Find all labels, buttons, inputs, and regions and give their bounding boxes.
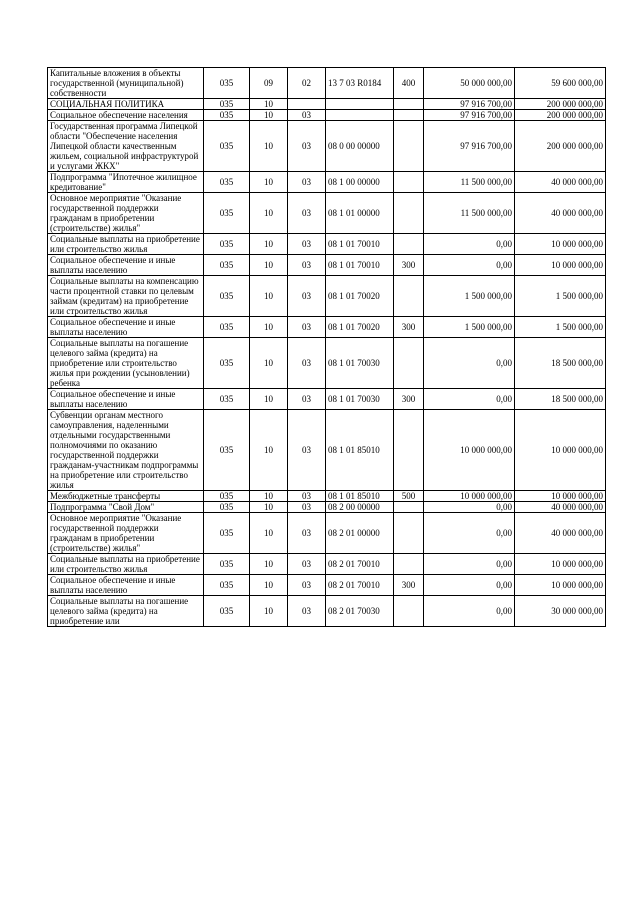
ministry-code-cell: 035 <box>204 276 250 317</box>
section-code-cell: 10 <box>250 193 288 234</box>
subsection-code-cell: 03 <box>288 255 326 276</box>
target-article-cell: 08 0 00 00000 <box>326 121 394 172</box>
amount-year-2-cell: 200 000 000,00 <box>515 99 606 110</box>
expense-type-cell: 300 <box>394 389 424 410</box>
table-row <box>48 502 606 513</box>
amount-year-2-cell: 10 000 000,00 <box>515 255 606 276</box>
section-code-cell: 10 <box>250 276 288 317</box>
amount-year-2-cell: 40 000 000,00 <box>515 502 606 513</box>
target-article-cell: 08 1 01 70010 <box>326 255 394 276</box>
amount-year-2-cell: 10 000 000,00 <box>515 575 606 596</box>
item-name-cell: Подпрограмма "Свой Дом" <box>48 502 204 513</box>
amount-year-1-cell: 0,00 <box>424 234 515 255</box>
expense-type-cell <box>394 234 424 255</box>
ministry-code-cell: 035 <box>204 121 250 172</box>
budget-table-body <box>48 68 606 627</box>
target-article-cell: 08 1 01 70030 <box>326 338 394 389</box>
amount-year-1-cell: 97 916 700,00 <box>424 110 515 121</box>
amount-year-1-cell: 11 500 000,00 <box>424 193 515 234</box>
section-code-cell: 10 <box>250 410 288 491</box>
expense-type-cell: 400 <box>394 68 424 99</box>
item-name-cell: Основное мероприятие "Оказание государственной поддержки гражданам в приобретении (строительстве) жилья" <box>48 513 204 554</box>
item-name-cell: Основное мероприятие "Оказание государственной поддержки гражданам в приобретении (строительстве) жилья" <box>48 193 204 234</box>
ministry-code-cell: 035 <box>204 234 250 255</box>
ministry-code-cell: 035 <box>204 596 250 627</box>
ministry-code-cell: 035 <box>204 255 250 276</box>
subsection-code-cell <box>288 99 326 110</box>
ministry-code-cell: 035 <box>204 193 250 234</box>
subsection-code-cell: 03 <box>288 338 326 389</box>
section-code-cell: 10 <box>250 554 288 575</box>
amount-year-2-cell: 59 600 000,00 <box>515 68 606 99</box>
amount-year-1-cell: 50 000 000,00 <box>424 68 515 99</box>
amount-year-1-cell: 0,00 <box>424 554 515 575</box>
ministry-code-cell: 035 <box>204 338 250 389</box>
amount-year-2-cell: 1 500 000,00 <box>515 317 606 338</box>
target-article-cell: 08 1 01 70020 <box>326 317 394 338</box>
amount-year-2-cell: 200 000 000,00 <box>515 110 606 121</box>
subsection-code-cell: 02 <box>288 68 326 99</box>
section-code-cell: 10 <box>250 121 288 172</box>
item-name-cell: СОЦИАЛЬНАЯ ПОЛИТИКА <box>48 99 204 110</box>
target-article-cell: 13 7 03 R0184 <box>326 68 394 99</box>
amount-year-1-cell: 0,00 <box>424 502 515 513</box>
amount-year-1-cell: 0,00 <box>424 575 515 596</box>
expense-type-cell <box>394 172 424 193</box>
subsection-code-cell: 03 <box>288 121 326 172</box>
table-row <box>48 193 606 234</box>
subsection-code-cell: 03 <box>288 491 326 502</box>
section-code-cell: 10 <box>250 389 288 410</box>
amount-year-2-cell: 30 000 000,00 <box>515 596 606 627</box>
amount-year-2-cell: 40 000 000,00 <box>515 513 606 554</box>
subsection-code-cell: 03 <box>288 554 326 575</box>
expense-type-cell <box>394 502 424 513</box>
section-code-cell: 10 <box>250 575 288 596</box>
target-article-cell: 08 1 01 85010 <box>326 491 394 502</box>
amount-year-1-cell: 97 916 700,00 <box>424 99 515 110</box>
table-row <box>48 575 606 596</box>
amount-year-2-cell: 18 500 000,00 <box>515 389 606 410</box>
target-article-cell: 08 1 01 70030 <box>326 389 394 410</box>
expense-type-cell: 500 <box>394 491 424 502</box>
ministry-code-cell: 035 <box>204 99 250 110</box>
amount-year-2-cell: 200 000 000,00 <box>515 121 606 172</box>
table-row <box>48 172 606 193</box>
ministry-code-cell: 035 <box>204 68 250 99</box>
item-name-cell: Капитальные вложения в объекты государственной (муниципальной) собственности <box>48 68 204 99</box>
table-row <box>48 317 606 338</box>
item-name-cell: Социальные выплаты на погашение целевого займа (кредита) на приобретение или строительство жилья при рождении (усыновлении) ребенка <box>48 338 204 389</box>
expense-type-cell <box>394 338 424 389</box>
table-row <box>48 276 606 317</box>
amount-year-1-cell: 97 916 700,00 <box>424 121 515 172</box>
amount-year-2-cell: 1 500 000,00 <box>515 276 606 317</box>
item-name-cell: Социальные выплаты на компенсацию части процентной ставки по целевым займам (кредитам) на приобретение или строительство жилья <box>48 276 204 317</box>
amount-year-1-cell: 0,00 <box>424 338 515 389</box>
table-row <box>48 389 606 410</box>
target-article-cell <box>326 99 394 110</box>
table-row <box>48 255 606 276</box>
subsection-code-cell: 03 <box>288 193 326 234</box>
subsection-code-cell: 03 <box>288 389 326 410</box>
target-article-cell: 08 2 01 00000 <box>326 513 394 554</box>
amount-year-2-cell: 10 000 000,00 <box>515 554 606 575</box>
subsection-code-cell: 03 <box>288 172 326 193</box>
amount-year-2-cell: 40 000 000,00 <box>515 172 606 193</box>
expense-type-cell: 300 <box>394 317 424 338</box>
section-code-cell: 10 <box>250 502 288 513</box>
item-name-cell: Социальное обеспечение и иные выплаты населению <box>48 317 204 338</box>
item-name-cell: Социальные выплаты на приобретение или строительство жилья <box>48 554 204 575</box>
target-article-cell <box>326 110 394 121</box>
ministry-code-cell: 035 <box>204 172 250 193</box>
expense-type-cell <box>394 276 424 317</box>
section-code-cell: 10 <box>250 491 288 502</box>
ministry-code-cell: 035 <box>204 513 250 554</box>
section-code-cell: 10 <box>250 234 288 255</box>
section-code-cell: 10 <box>250 317 288 338</box>
subsection-code-cell: 03 <box>288 502 326 513</box>
item-name-cell: Социальное обеспечение и иные выплаты населению <box>48 575 204 596</box>
table-row <box>48 121 606 172</box>
table-row <box>48 338 606 389</box>
expense-type-cell: 300 <box>394 255 424 276</box>
subsection-code-cell: 03 <box>288 513 326 554</box>
section-code-cell: 10 <box>250 110 288 121</box>
subsection-code-cell: 03 <box>288 596 326 627</box>
target-article-cell: 08 2 01 70030 <box>326 596 394 627</box>
item-name-cell: Социальные выплаты на приобретение или строительство жилья <box>48 234 204 255</box>
amount-year-1-cell: 10 000 000,00 <box>424 491 515 502</box>
subsection-code-cell: 03 <box>288 410 326 491</box>
amount-year-1-cell: 11 500 000,00 <box>424 172 515 193</box>
ministry-code-cell: 035 <box>204 110 250 121</box>
amount-year-2-cell: 10 000 000,00 <box>515 410 606 491</box>
ministry-code-cell: 035 <box>204 491 250 502</box>
expense-type-cell <box>394 99 424 110</box>
amount-year-1-cell: 0,00 <box>424 596 515 627</box>
item-name-cell: Подпрограмма "Ипотечное жилищное кредитование" <box>48 172 204 193</box>
section-code-cell: 10 <box>250 172 288 193</box>
expense-type-cell: 300 <box>394 575 424 596</box>
target-article-cell: 08 1 01 00000 <box>326 193 394 234</box>
table-row <box>48 513 606 554</box>
item-name-cell: Социальное обеспечение и иные выплаты населению <box>48 389 204 410</box>
expense-type-cell <box>394 121 424 172</box>
target-article-cell: 08 2 01 70010 <box>326 554 394 575</box>
item-name-cell: Межбюджетные трансферты <box>48 491 204 502</box>
subsection-code-cell: 03 <box>288 234 326 255</box>
amount-year-1-cell: 1 500 000,00 <box>424 317 515 338</box>
section-code-cell: 10 <box>250 513 288 554</box>
expense-type-cell <box>394 513 424 554</box>
section-code-cell: 10 <box>250 255 288 276</box>
table-row <box>48 491 606 502</box>
amount-year-1-cell: 0,00 <box>424 513 515 554</box>
table-row <box>48 596 606 627</box>
ministry-code-cell: 035 <box>204 389 250 410</box>
table-row <box>48 110 606 121</box>
amount-year-1-cell: 10 000 000,00 <box>424 410 515 491</box>
item-name-cell: Социальное обеспечение и иные выплаты населению <box>48 255 204 276</box>
expense-type-cell <box>394 110 424 121</box>
section-code-cell: 10 <box>250 596 288 627</box>
expense-type-cell <box>394 554 424 575</box>
amount-year-2-cell: 10 000 000,00 <box>515 234 606 255</box>
section-code-cell: 10 <box>250 99 288 110</box>
item-name-cell: Субвенции органам местного самоуправления, наделенными отдельными государственными полномочиями по оказанию государственной поддержки гражданам-участникам подпрограммы на приобретение или строительство жилья <box>48 410 204 491</box>
amount-year-2-cell: 10 000 000,00 <box>515 491 606 502</box>
item-name-cell: Социальные выплаты на погашение целевого займа (кредита) на приобретение или <box>48 596 204 627</box>
item-name-cell: Государственная программа Липецкой области "Обеспечение населения Липецкой области качественным жильем, социальной инфраструктурой и услугами ЖКХ" <box>48 121 204 172</box>
ministry-code-cell: 035 <box>204 410 250 491</box>
table-row <box>48 99 606 110</box>
table-row <box>48 410 606 491</box>
target-article-cell: 08 1 01 70010 <box>326 234 394 255</box>
subsection-code-cell: 03 <box>288 276 326 317</box>
target-article-cell: 08 1 01 70020 <box>326 276 394 317</box>
section-code-cell: 10 <box>250 338 288 389</box>
document-page <box>47 67 605 627</box>
subsection-code-cell: 03 <box>288 575 326 596</box>
amount-year-2-cell: 18 500 000,00 <box>515 338 606 389</box>
target-article-cell: 08 1 00 00000 <box>326 172 394 193</box>
section-code-cell: 09 <box>250 68 288 99</box>
target-article-cell: 08 2 01 70010 <box>326 575 394 596</box>
expense-type-cell <box>394 410 424 491</box>
target-article-cell: 08 1 01 85010 <box>326 410 394 491</box>
table-row <box>48 554 606 575</box>
subsection-code-cell: 03 <box>288 110 326 121</box>
budget-table <box>47 67 606 627</box>
item-name-cell: Социальное обеспечение населения <box>48 110 204 121</box>
subsection-code-cell: 03 <box>288 317 326 338</box>
target-article-cell: 08 2 00 00000 <box>326 502 394 513</box>
table-row <box>48 68 606 99</box>
ministry-code-cell: 035 <box>204 502 250 513</box>
ministry-code-cell: 035 <box>204 554 250 575</box>
expense-type-cell <box>394 596 424 627</box>
amount-year-1-cell: 0,00 <box>424 255 515 276</box>
amount-year-1-cell: 0,00 <box>424 389 515 410</box>
ministry-code-cell: 035 <box>204 575 250 596</box>
table-row <box>48 234 606 255</box>
ministry-code-cell: 035 <box>204 317 250 338</box>
expense-type-cell <box>394 193 424 234</box>
amount-year-2-cell: 40 000 000,00 <box>515 193 606 234</box>
amount-year-1-cell: 1 500 000,00 <box>424 276 515 317</box>
